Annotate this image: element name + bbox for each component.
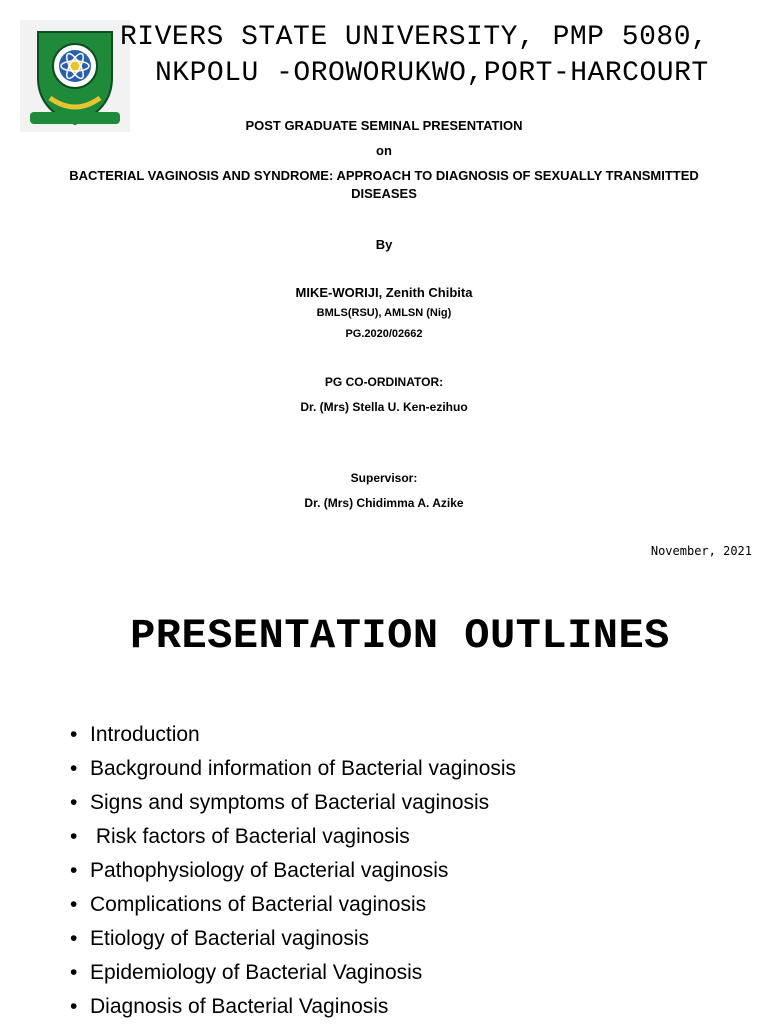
list-item: • Etiology of Bacterial vaginosis xyxy=(70,924,516,958)
outline-list xyxy=(70,720,516,1026)
registration-number: PG.2020/02662 xyxy=(345,328,423,340)
list-item: • Diagnosis of Bacterial Vaginosis xyxy=(70,992,516,1026)
bullet-icon: • xyxy=(70,757,78,780)
bullet-icon: • xyxy=(70,723,78,746)
supervisor-name: Dr. (Mrs) Chidimma A. Azike xyxy=(304,496,464,510)
bullet-icon: • xyxy=(70,961,78,984)
author-qualifications: BMLS(RSU), AMLSN (Nig) xyxy=(316,307,452,319)
topic-line-2: DISEASES xyxy=(351,186,417,201)
university-address: NKPOLU -OROWORUKWO,PORT-HARCOURT xyxy=(155,58,709,89)
on-label: on xyxy=(376,143,392,158)
list-item: • Epidemiology of Bacterial Vaginosis xyxy=(70,958,516,992)
list-item: • Background information of Bacterial vaginosis xyxy=(70,754,516,788)
list-item: • Pathophysiology of Bacterial vaginosis xyxy=(70,856,516,890)
outline-title: PRESENTATION OUTLINES xyxy=(130,612,670,660)
list-item: • Introduction xyxy=(70,720,516,754)
university-logo-icon xyxy=(20,20,130,132)
coordinator-label: PG CO-ORDINATOR: xyxy=(324,375,444,389)
author-name: MIKE-WORIJI, Zenith Chibita xyxy=(295,285,473,300)
list-item: • Risk factors of Bacterial vaginosis xyxy=(70,822,516,856)
bullet-icon: • xyxy=(70,927,78,950)
list-item: • Signs and symptoms of Bacterial vaginosis xyxy=(70,788,516,822)
bullet-icon: • xyxy=(70,791,78,814)
by-label: By xyxy=(375,237,393,252)
university-name: RIVERS STATE UNIVERSITY, PMP 5080, xyxy=(120,22,709,53)
bullet-icon: • xyxy=(70,859,78,882)
supervisor-label: Supervisor: xyxy=(350,471,418,485)
bullet-icon: • xyxy=(70,825,78,848)
outline-slide xyxy=(0,580,768,1024)
bullet-icon: • xyxy=(70,995,78,1018)
presentation-date: November, 2021 xyxy=(650,544,752,558)
coordinator-name: Dr. (Mrs) Stella U. Ken-ezihuo xyxy=(300,400,468,414)
bullet-icon: • xyxy=(70,893,78,916)
topic-line-1: BACTERIAL VAGINOSIS AND SYNDROME: APPROACH TO DIAGNOSIS OF SEXUALLY TRANSMITTED xyxy=(69,168,699,183)
presentation-heading: POST GRADUATE SEMINAL PRESENTATION xyxy=(245,118,523,133)
list-item: • Complications of Bacterial vaginosis xyxy=(70,890,516,924)
